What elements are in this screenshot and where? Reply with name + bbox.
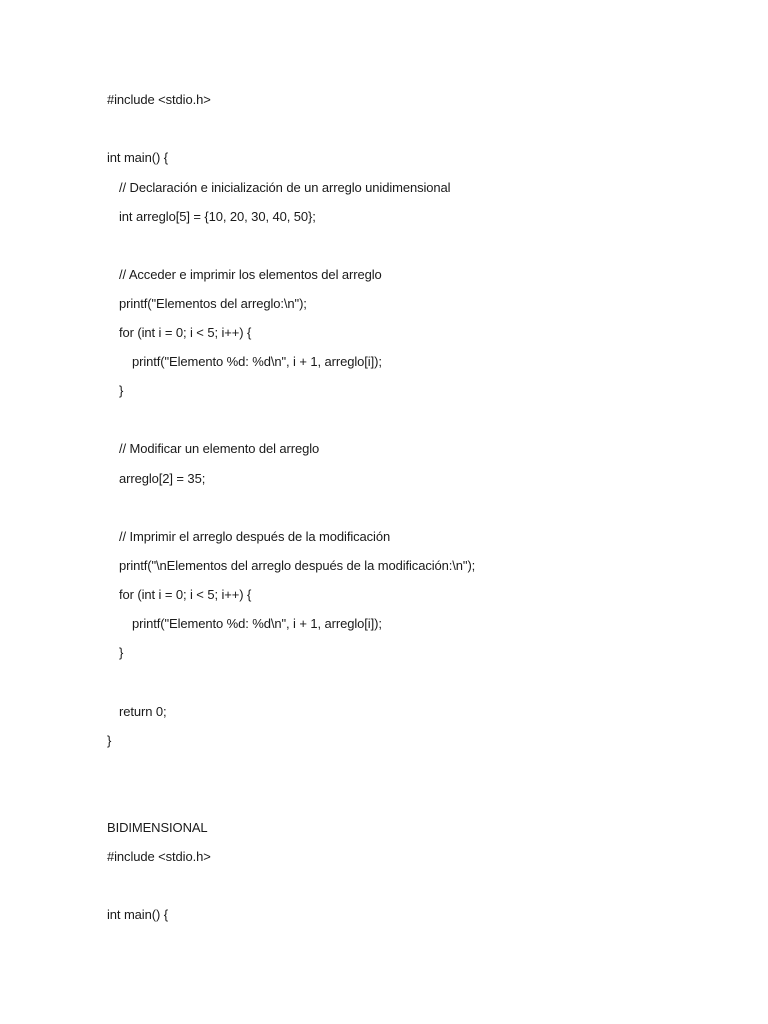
- code-line-printf-element: printf("Elemento %d: %d\n", i + 1, arreglo[i]);: [132, 354, 382, 369]
- code-line-printf-after: printf("\nElementos del arreglo después de la modificación:\n");: [119, 558, 476, 573]
- code-line-for-loop: for (int i = 0; i < 5; i++) {: [119, 587, 252, 602]
- code-line-main-signature: int main() {: [107, 907, 168, 922]
- code-line-array-init: int arreglo[5] = {10, 20, 30, 40, 50};: [119, 209, 316, 224]
- code-line-return: return 0;: [119, 704, 167, 719]
- section-heading-bidimensional: BIDIMENSIONAL: [107, 820, 208, 835]
- code-line-assign: arreglo[2] = 35;: [119, 471, 206, 486]
- code-line-printf-element: printf("Elemento %d: %d\n", i + 1, arreglo[i]);: [132, 616, 382, 631]
- code-comment-declaration: // Declaración e inicialización de un arreglo unidimensional: [119, 180, 451, 195]
- code-line-include: #include <stdio.h>: [107, 849, 211, 864]
- code-line-close-brace: }: [119, 645, 124, 660]
- code-line-close-main: }: [107, 733, 112, 748]
- code-line-main-signature: int main() {: [107, 150, 168, 165]
- code-comment-print-after: // Imprimir el arreglo después de la modificación: [119, 529, 391, 544]
- code-line-close-brace: }: [119, 383, 124, 398]
- code-comment-modify: // Modificar un elemento del arreglo: [119, 441, 320, 456]
- code-line-printf-header: printf("Elementos del arreglo:\n");: [119, 296, 307, 311]
- code-line-for-loop: for (int i = 0; i < 5; i++) {: [119, 325, 252, 340]
- code-line-include: #include <stdio.h>: [107, 92, 211, 107]
- code-comment-access: // Acceder e imprimir los elementos del arreglo: [119, 267, 382, 282]
